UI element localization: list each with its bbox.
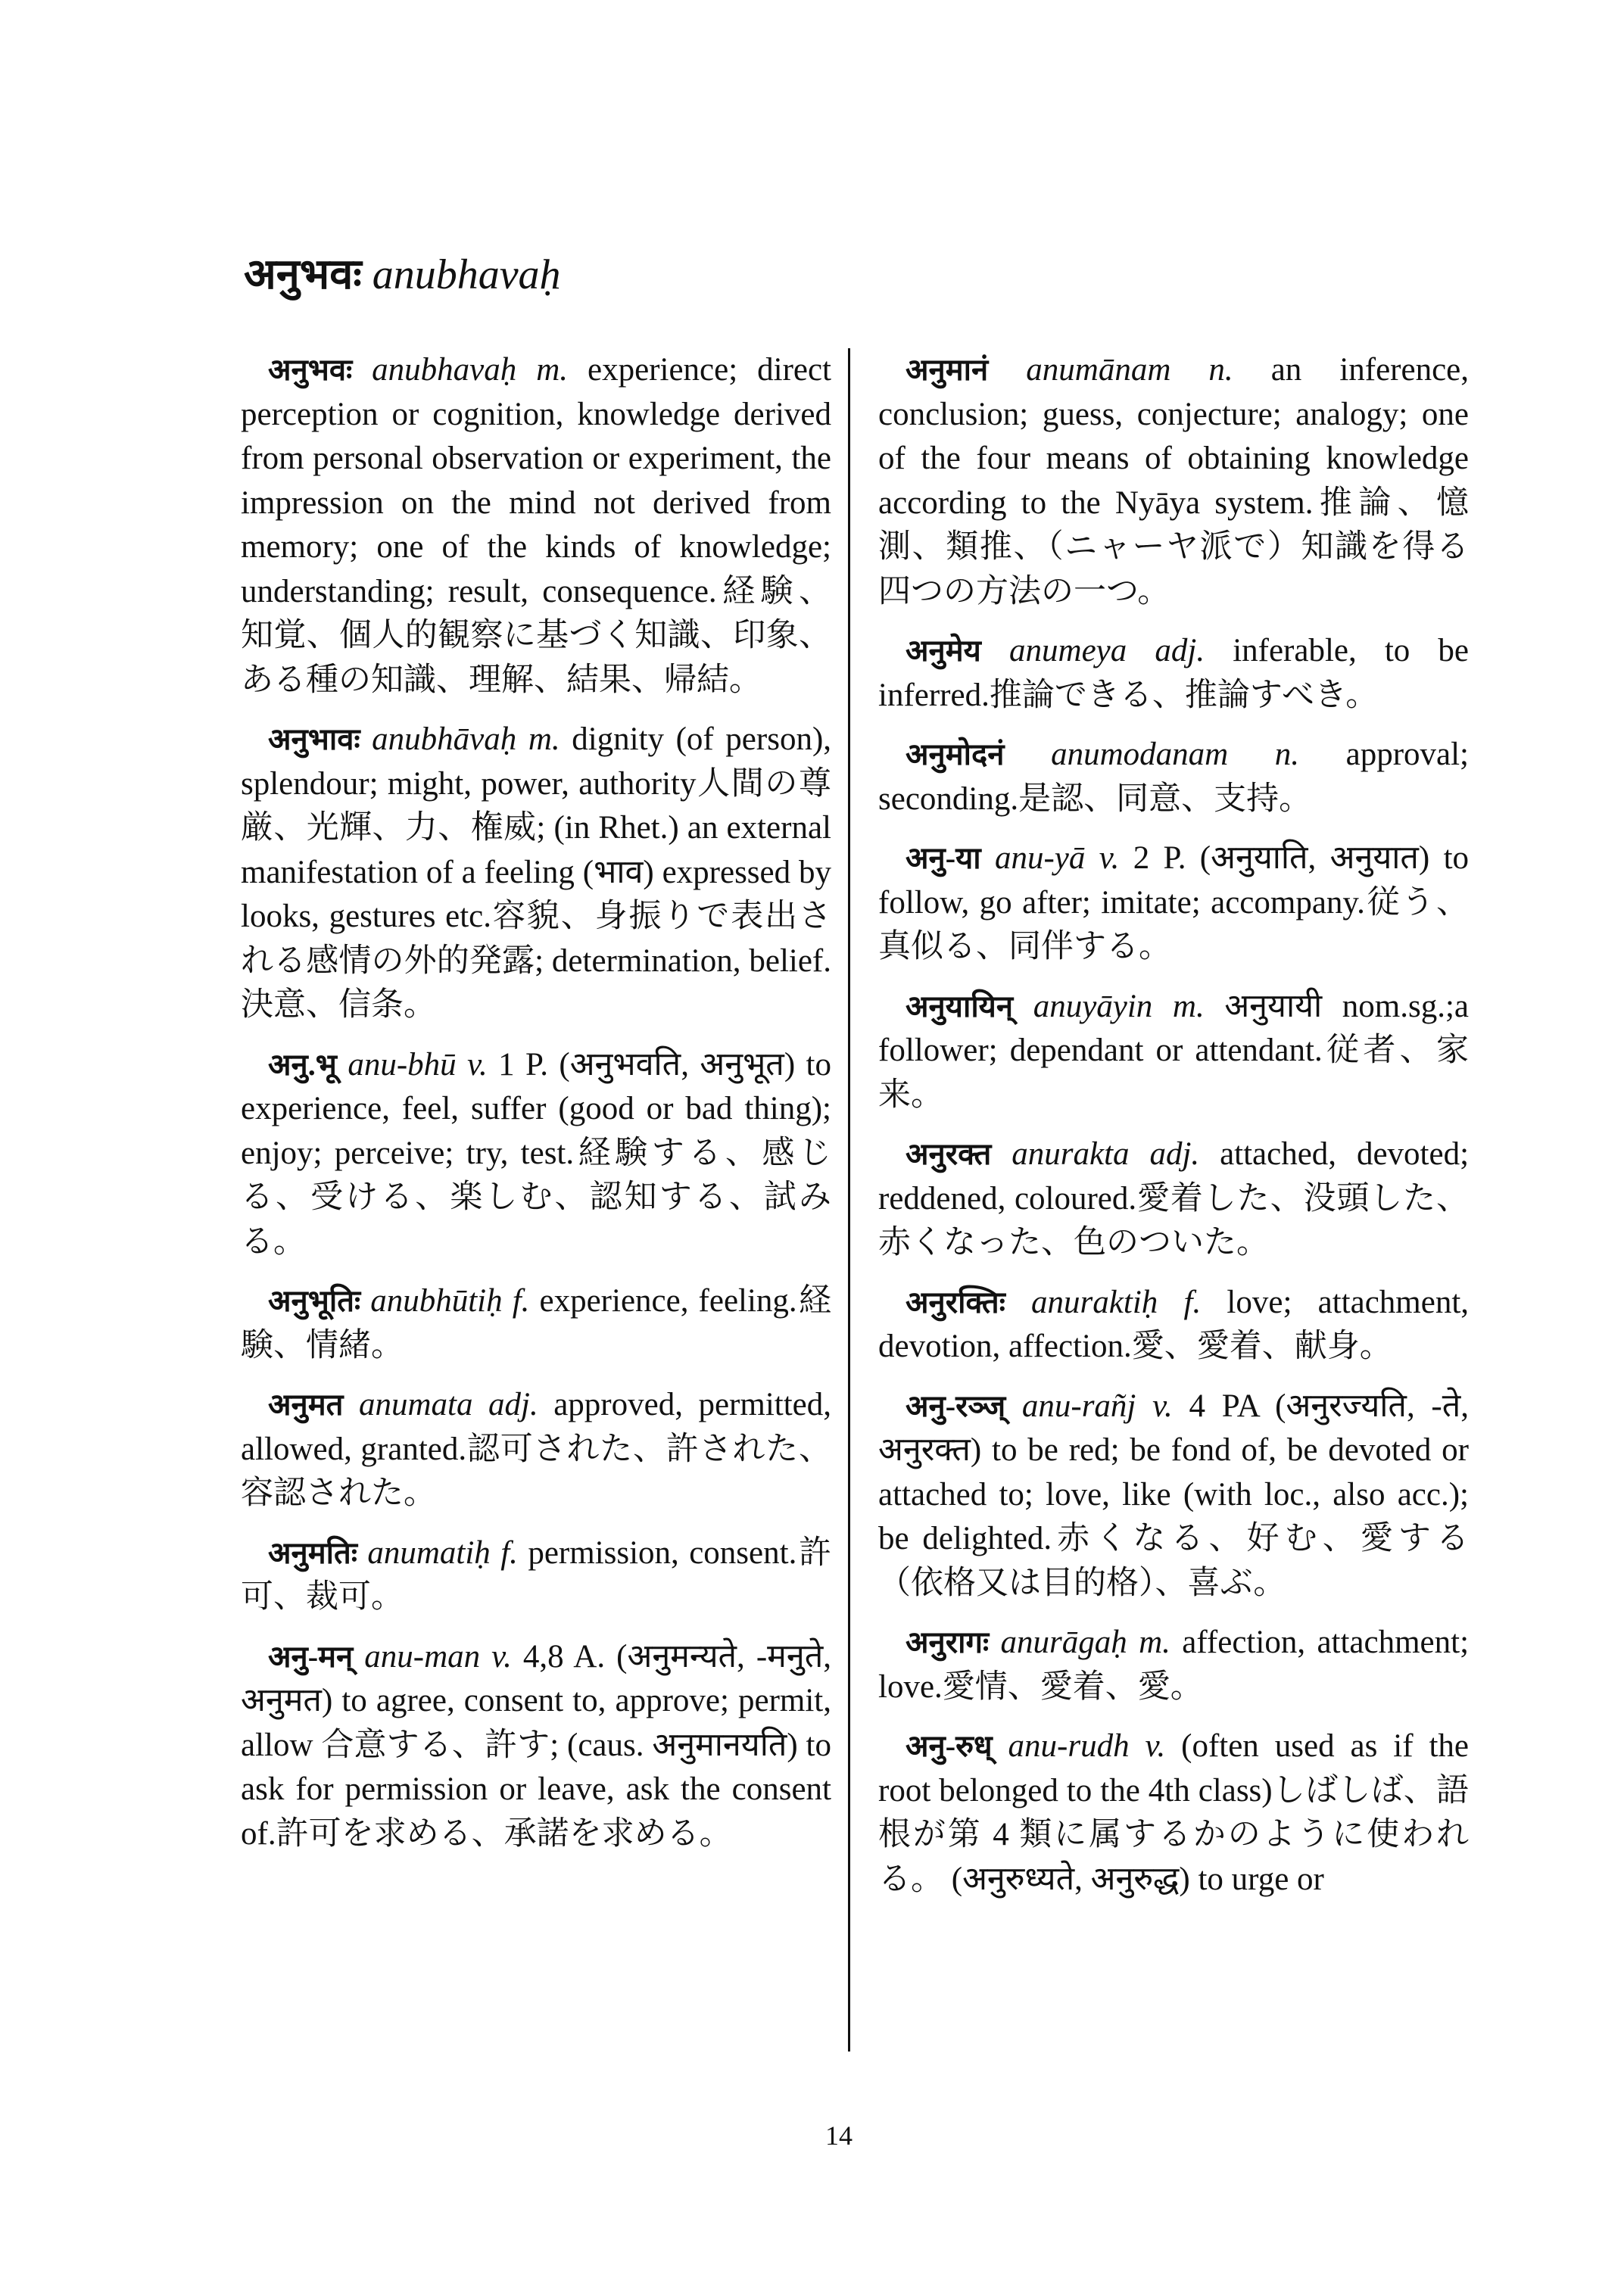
dictionary-entry — [878, 1621, 1469, 1709]
entry-headword: अनुमत — [268, 1388, 344, 1422]
entry-transliteration: anu-yā — [994, 840, 1086, 876]
entry-grammar: v. — [1099, 840, 1120, 876]
entry-definition: 4 PA (अनुरज्यति, -ते, अनुरक्त) to be red; be fond of, be devoted or attached to; love, like (with loc., also acc.); be delighted.赤くなる、好む、愛する（依格又は目的格）、喜ぶ。 — [878, 1388, 1470, 1601]
entry-grammar: n. — [1208, 352, 1233, 388]
entry-headword: अनु-मन् — [268, 1639, 354, 1674]
entry-grammar: m. — [528, 721, 560, 757]
entry-transliteration: anumata — [359, 1387, 473, 1422]
entry-transliteration: anumeya — [1009, 633, 1127, 668]
dictionary-entry — [878, 348, 1469, 614]
entry-definition: experience; direct perception or cognition, knowledge derived from personal observation or experiment, the impression on the mind not derived from memory; one of the kinds of knowledge; understanding; result, consequence.経験、知覚、個人的観察に基づく知識、印象、ある種の知識、理解、結果、帰結。 — [241, 352, 832, 698]
dictionary-entry — [241, 718, 831, 1028]
entry-definition: permission, consent.許可、裁可。 — [241, 1534, 831, 1615]
entry-definition: affection, attachment; love.愛情、愛着、愛。 — [878, 1625, 1470, 1705]
dictionary-entry — [241, 1531, 831, 1620]
entry-grammar: m. — [1139, 1625, 1170, 1660]
entry-grammar: v. — [1152, 1388, 1173, 1424]
entry-grammar: adj. — [1149, 1136, 1200, 1172]
entry-definition: approved, permitted, allowed, granted.認可された、許された、容認された。 — [241, 1387, 832, 1511]
entry-grammar: v. — [467, 1046, 488, 1083]
entry-definition: love; attachment, devotion, affection.愛、愛着、献身。 — [878, 1284, 1470, 1364]
dictionary-entry — [878, 629, 1469, 718]
entry-grammar: n. — [1274, 737, 1300, 772]
entry-transliteration: anumatiḥ — [367, 1534, 491, 1571]
entry-grammar: m. — [1172, 988, 1205, 1024]
dictionary-entry — [878, 985, 1469, 1118]
dictionary-entry — [878, 1385, 1469, 1606]
entry-headword: अनु-रुध् — [906, 1729, 993, 1763]
entry-definition: attached, devoted; reddened, coloured.愛着した、没頭した、赤くなった、色のついた。 — [878, 1136, 1470, 1260]
dictionary-entry — [241, 1043, 831, 1265]
entry-transliteration: anuraktiḥ — [1031, 1284, 1158, 1320]
entry-transliteration: anumānam — [1026, 352, 1171, 388]
entry-definition: 2 P. (अनुयाति, अनुयात) to follow, go after; imitate; accompany.従う、真似る、同伴する。 — [878, 840, 1470, 964]
dictionary-entry — [878, 837, 1469, 970]
column-divider — [848, 348, 850, 2052]
entry-headword: अनुरक्तिः — [906, 1285, 1005, 1319]
entry-definition: an inference, conclusion; guess, conjecture; analogy; one of the four means of obtaining knowledge according to the Nyāya system.推論、憶測、類推、（ニャーヤ派で）知識を得る四つの方法の一つ。 — [878, 352, 1469, 609]
entry-transliteration: anu-bhū — [348, 1046, 457, 1083]
dictionary-entry — [878, 1132, 1469, 1266]
entry-headword: अनुयायिन् — [906, 989, 1014, 1023]
entry-grammar: adj. — [488, 1387, 538, 1422]
entry-transliteration: anurāgaḥ — [1000, 1625, 1127, 1660]
entry-definition: अनुयायी nom.sg.;a follower; dependant or attendant.従者、家来。 — [878, 988, 1469, 1113]
entry-headword: अनुमतिः — [268, 1535, 357, 1570]
entry-definition: 1 P. (अनुभवति, अनुभूत) to experience, feel, suffer (good or bad thing); enjoy; perceive; try, test.経験する、感じる、受ける、楽しむ、認知する、試みる。 — [241, 1046, 831, 1260]
entry-grammar: adj. — [1155, 633, 1205, 668]
entry-grammar: f. — [1183, 1284, 1202, 1320]
entry-grammar: f. — [512, 1283, 530, 1319]
entry-transliteration: anu-rudh — [1008, 1728, 1130, 1764]
entry-definition: (often used as if the root belonged to the 4th class)しばしば、語根が第 4 類に属するかのように使われる。 (अनुरुध्यते, अनुरुद्ध) to urge or — [878, 1728, 1469, 1897]
dictionary-entry — [878, 733, 1469, 821]
entry-headword: अनु-रञ्ज् — [906, 1388, 1006, 1423]
dictionary-entry — [878, 1724, 1469, 1902]
entry-definition: inferable, to be inferred.推論できる、推論すべき。 — [878, 633, 1470, 713]
entry-headword: अनुमेय — [906, 634, 981, 668]
entry-definition: 4,8 A. (अनुमन्यते, -मनुते, अनुमत) to agree, consent to, approve; permit, allow 合意する、許す; (caus. अनुमानयति) to ask for permission or leave, ask the consent of.許可を求める、承諾を求める。 — [241, 1638, 831, 1852]
entry-grammar: v. — [491, 1638, 512, 1675]
entry-transliteration: anu-rañj — [1021, 1388, 1136, 1424]
entry-headword: अनुमानं — [906, 353, 989, 387]
dictionary-entry — [241, 1635, 831, 1857]
entry-transliteration: anurakta — [1011, 1136, 1130, 1172]
entry-headword: अनु.भू — [268, 1047, 337, 1082]
entry-grammar: v. — [1145, 1728, 1166, 1764]
entry-grammar: m. — [536, 352, 569, 388]
entry-transliteration: anubhūtiḥ — [370, 1283, 503, 1319]
entry-headword: अनुरागः — [906, 1625, 990, 1659]
entry-headword: अनुभवः — [268, 353, 353, 387]
entry-headword: अनुरक्त — [906, 1137, 992, 1171]
right-column — [878, 348, 1469, 1917]
entry-headword: अनु-या — [906, 841, 981, 875]
entry-transliteration: anuyāyin — [1033, 988, 1153, 1024]
entry-headword: अनुमोदनं — [906, 737, 1005, 771]
header-transliteration: anubhavaḥ — [372, 251, 561, 298]
entry-headword: अनुभावः — [268, 722, 360, 756]
entry-transliteration: anubhāvaḥ — [372, 721, 517, 757]
entry-grammar: f. — [500, 1534, 518, 1571]
entry-headword: अनुभूतिः — [268, 1284, 361, 1318]
dictionary-entry — [241, 1383, 831, 1516]
entry-definition: experience, feeling.経験、情緒。 — [241, 1283, 832, 1363]
left-column — [241, 348, 831, 1871]
entry-transliteration: anu-man — [364, 1638, 481, 1675]
page-number: 14 — [825, 2120, 853, 2151]
dictionary-entry — [241, 1279, 831, 1368]
header-devanagari: अनुभवः — [244, 251, 362, 298]
entry-transliteration: anubhavaḥ — [372, 352, 517, 388]
dictionary-entry — [241, 348, 831, 703]
page-header — [244, 251, 561, 298]
dictionary-entry — [878, 1281, 1469, 1369]
entry-definition: dignity (of person), splendour; might, power, authority人間の尊厳、光輝、力、権威; (in Rhet.) an external manifestation of a feeling (भाव) expressed by looks, gestures etc.容貌、身振りで表出される感情の外的発露; determination, belief.決意、信条。 — [241, 721, 832, 1023]
entry-transliteration: anumodanam — [1051, 737, 1229, 772]
entry-definition: approval; seconding.是認、同意、支持。 — [878, 737, 1470, 817]
